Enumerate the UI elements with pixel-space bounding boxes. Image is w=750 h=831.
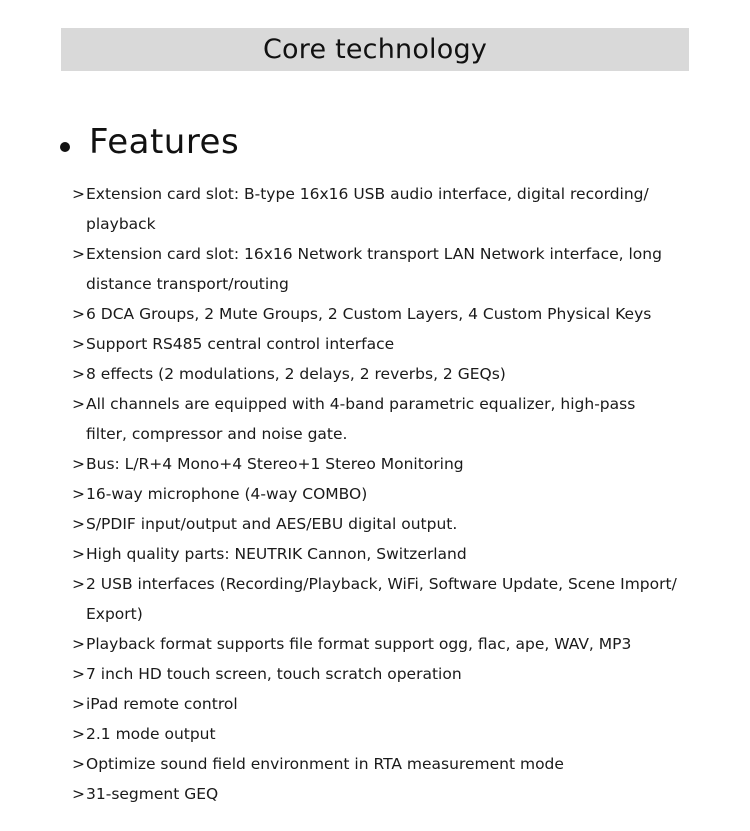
- feature-item: [72, 779, 682, 809]
- banner-title: Core technology: [263, 34, 487, 65]
- feature-item: [72, 539, 682, 569]
- feature-marker: >: [72, 335, 85, 353]
- feature-marker: >: [72, 305, 85, 323]
- feature-text-line: 31-segment GEQ: [86, 785, 219, 803]
- feature-text: [84, 389, 682, 449]
- feature-marker: >: [72, 665, 85, 683]
- feature-text-line: 2 USB interfaces (Recording/Playback, WiFi, Software Update, Scene Import/: [86, 575, 677, 593]
- feature-marker: >: [72, 545, 85, 563]
- feature-marker: >: [72, 725, 85, 743]
- features-heading: [60, 120, 239, 164]
- feature-text-line: filter, compressor and noise gate.: [86, 425, 348, 443]
- feature-text-line: S/PDIF input/output and AES/EBU digital output.: [86, 515, 458, 533]
- feature-item: [72, 629, 682, 659]
- feature-text: [84, 749, 682, 779]
- feature-text: [84, 539, 682, 569]
- feature-text-line: distance transport/routing: [86, 275, 289, 293]
- feature-text-line: All channels are equipped with 4-band parametric equalizer, high-pass: [86, 395, 636, 413]
- feature-text-line: playback: [86, 215, 156, 233]
- feature-marker: >: [72, 485, 85, 503]
- feature-list: [72, 179, 682, 809]
- feature-marker: >: [72, 695, 85, 713]
- feature-text: [84, 569, 682, 629]
- feature-text-line: Export): [86, 605, 143, 623]
- feature-item: [72, 359, 682, 389]
- feature-item: [72, 509, 682, 539]
- feature-marker: >: [72, 515, 85, 533]
- feature-text-line: Support RS485 central control interface: [86, 335, 395, 353]
- bullet-dot-icon: [60, 142, 70, 152]
- feature-item: [72, 689, 682, 719]
- feature-text: [84, 509, 682, 539]
- feature-item: [72, 659, 682, 689]
- feature-marker: >: [72, 575, 85, 593]
- feature-item: [72, 299, 682, 329]
- feature-text: [84, 179, 682, 239]
- feature-marker: >: [72, 395, 85, 413]
- feature-item: [72, 449, 682, 479]
- feature-text-line: 8 effects (2 modulations, 2 delays, 2 reverbs, 2 GEQs): [86, 365, 506, 383]
- feature-item: [72, 239, 682, 299]
- feature-item: [72, 179, 682, 239]
- feature-text-line: Extension card slot: 16x16 Network transport LAN Network interface, long: [86, 245, 662, 263]
- feature-marker: >: [72, 365, 85, 383]
- feature-text-line: Extension card slot: B-type 16x16 USB audio interface, digital recording/: [86, 185, 649, 203]
- feature-text: [84, 479, 682, 509]
- feature-text-line: 16-way microphone (4-way COMBO): [86, 485, 368, 503]
- feature-text: [84, 689, 682, 719]
- core-technology-banner: [61, 28, 689, 71]
- feature-marker: >: [72, 755, 85, 773]
- feature-text-line: High quality parts: NEUTRIK Cannon, Switzerland: [86, 545, 467, 563]
- feature-text: [84, 779, 682, 809]
- feature-marker: >: [72, 785, 85, 803]
- feature-item: [72, 749, 682, 779]
- feature-text-line: iPad remote control: [86, 695, 238, 713]
- feature-marker: >: [72, 245, 85, 263]
- feature-text: [84, 719, 682, 749]
- feature-text: [84, 299, 682, 329]
- feature-text-line: 2.1 mode output: [86, 725, 216, 743]
- feature-text-line: Optimize sound field environment in RTA measurement mode: [86, 755, 564, 773]
- feature-text: [84, 659, 682, 689]
- feature-item: [72, 719, 682, 749]
- feature-text-line: 6 DCA Groups, 2 Mute Groups, 2 Custom Layers, 4 Custom Physical Keys: [86, 305, 652, 323]
- feature-text: [84, 449, 682, 479]
- feature-item: [72, 569, 682, 629]
- features-title: Features: [89, 122, 240, 162]
- feature-text-line: Playback format supports file format support ogg, flac, ape, WAV, MP3: [86, 635, 632, 653]
- feature-marker: >: [72, 455, 85, 473]
- feature-text-line: Bus: L/R+4 Mono+4 Stereo+1 Stereo Monitoring: [86, 455, 464, 473]
- feature-item: [72, 389, 682, 449]
- feature-text: [84, 239, 682, 299]
- feature-marker: >: [72, 185, 85, 203]
- feature-item: [72, 479, 682, 509]
- feature-text: [84, 629, 682, 659]
- feature-marker: >: [72, 635, 85, 653]
- feature-text: [84, 359, 682, 389]
- feature-item: [72, 329, 682, 359]
- feature-text: [84, 329, 682, 359]
- feature-text-line: 7 inch HD touch screen, touch scratch operation: [86, 665, 462, 683]
